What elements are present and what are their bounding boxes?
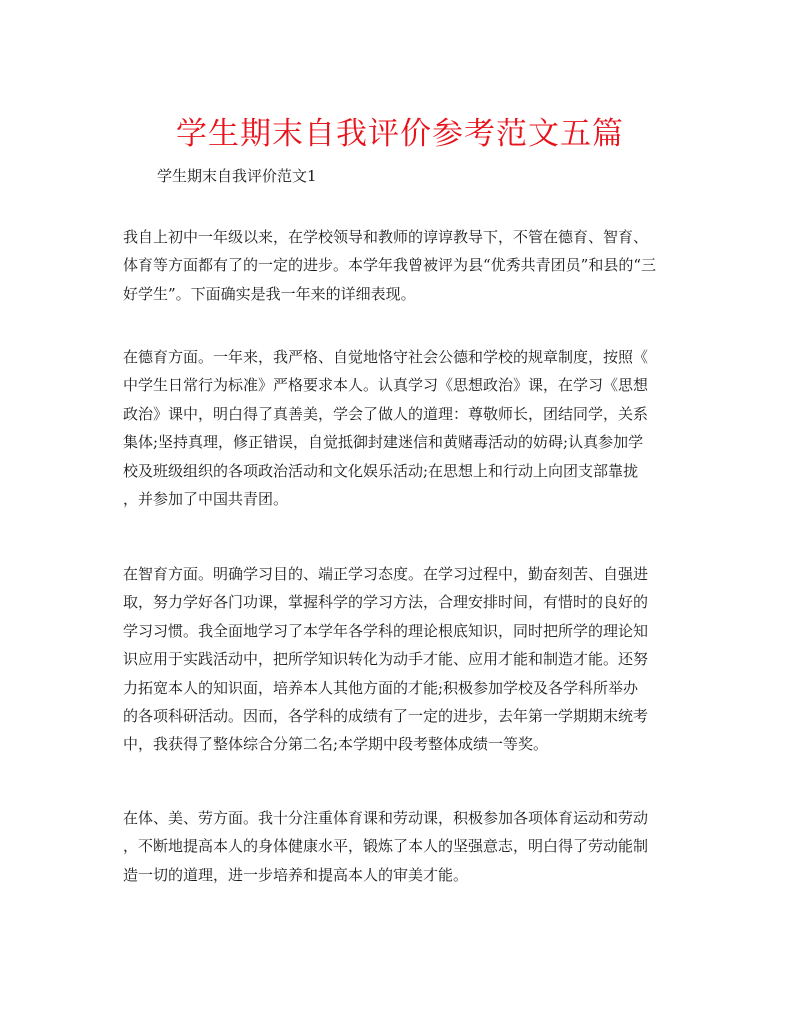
paragraph-line: 好学生”。下面确实是我一年来的详细表现。 [123, 284, 416, 303]
paragraph-line: ，不断地提高本人的身体健康水平，锻炼了本人的坚强意志，明白得了劳动能制 [123, 837, 649, 856]
paragraph-line: 体育等方面都有了的一定的进步。本学年我曾被评为县“优秀共青团员”和县的“三 [123, 256, 657, 275]
paragraph-line: 力拓宽本人的知识面，培养本人其他方面的才能;积极参加学校及各学科所举办 [123, 678, 639, 697]
paragraph-line: 校及班级组织的各项政治活动和文化娱乐活动;在思想上和行动上向团支部靠拢 [123, 461, 639, 480]
paragraph-moral-education [123, 343, 679, 513]
paragraph-line: 在德育方面。一年来，我严格、自觉地恪守社会公德和学校的规章制度，按照《 [123, 348, 649, 366]
paragraph-line: 识应用于实践活动中，把所学知识转化为动手才能、应用才能和制造才能。还努 [123, 650, 649, 669]
paragraph-line: 的各项科研活动。因而，各学科的成绩有了一定的进步，去年第一学期期末统考 [123, 707, 649, 726]
document-title: 学生期末自我评价参考范文五篇 [176, 116, 624, 152]
paragraph-intro [123, 223, 679, 308]
paragraph-line: 造一切的道理，进一步培养和提高本人的审美才能。 [123, 865, 469, 884]
paragraph-line: 取，努力学好各门功课，掌握科学的学习方法，合理安排时间，有惜时的良好的 [123, 593, 649, 612]
paragraph-line: 在体、美、劳方面。我十分注重体育课和劳动课，积极参加各项体育运动和劳动 [123, 809, 649, 827]
paragraph-line: 在智育方面。明确学习目的、端正学习态度。在学习过程中，勤奋刻苦、自强进 [123, 565, 649, 583]
paragraph-line: 我自上初中一年级以来，在学校领导和教师的谆谆教导下，不管在德育、智育、 [123, 228, 649, 246]
paragraph-line: 中学生日常行为标准》严格要求本人。认真学习《思想政治》课，在学习《思想 [123, 376, 649, 395]
section-heading: 学生期末自我评价范文1 [157, 167, 317, 185]
paragraph-line: 集体;坚持真理，修正错误，自觉抵御封建迷信和黄赌毒活动的妨碍;认真参加学 [123, 433, 644, 452]
paragraph-intellectual-education [123, 560, 679, 759]
paragraph-line: 中，我获得了整体综合分第二名;本学期中段考整体成绩一等奖。 [123, 735, 549, 754]
paragraph-physical-aesthetic-labor [123, 804, 679, 889]
paragraph-line: 学习习惯。我全面地学习了本学年各学科的理论根底知识，同时把所学的理论知 [123, 621, 649, 640]
paragraph-line: ，并参加了中国共青团。 [123, 490, 289, 509]
paragraph-line: 政治》课中，明白得了真善美，学会了做人的道理：尊敬师长，团结同学，关系 [123, 404, 649, 423]
